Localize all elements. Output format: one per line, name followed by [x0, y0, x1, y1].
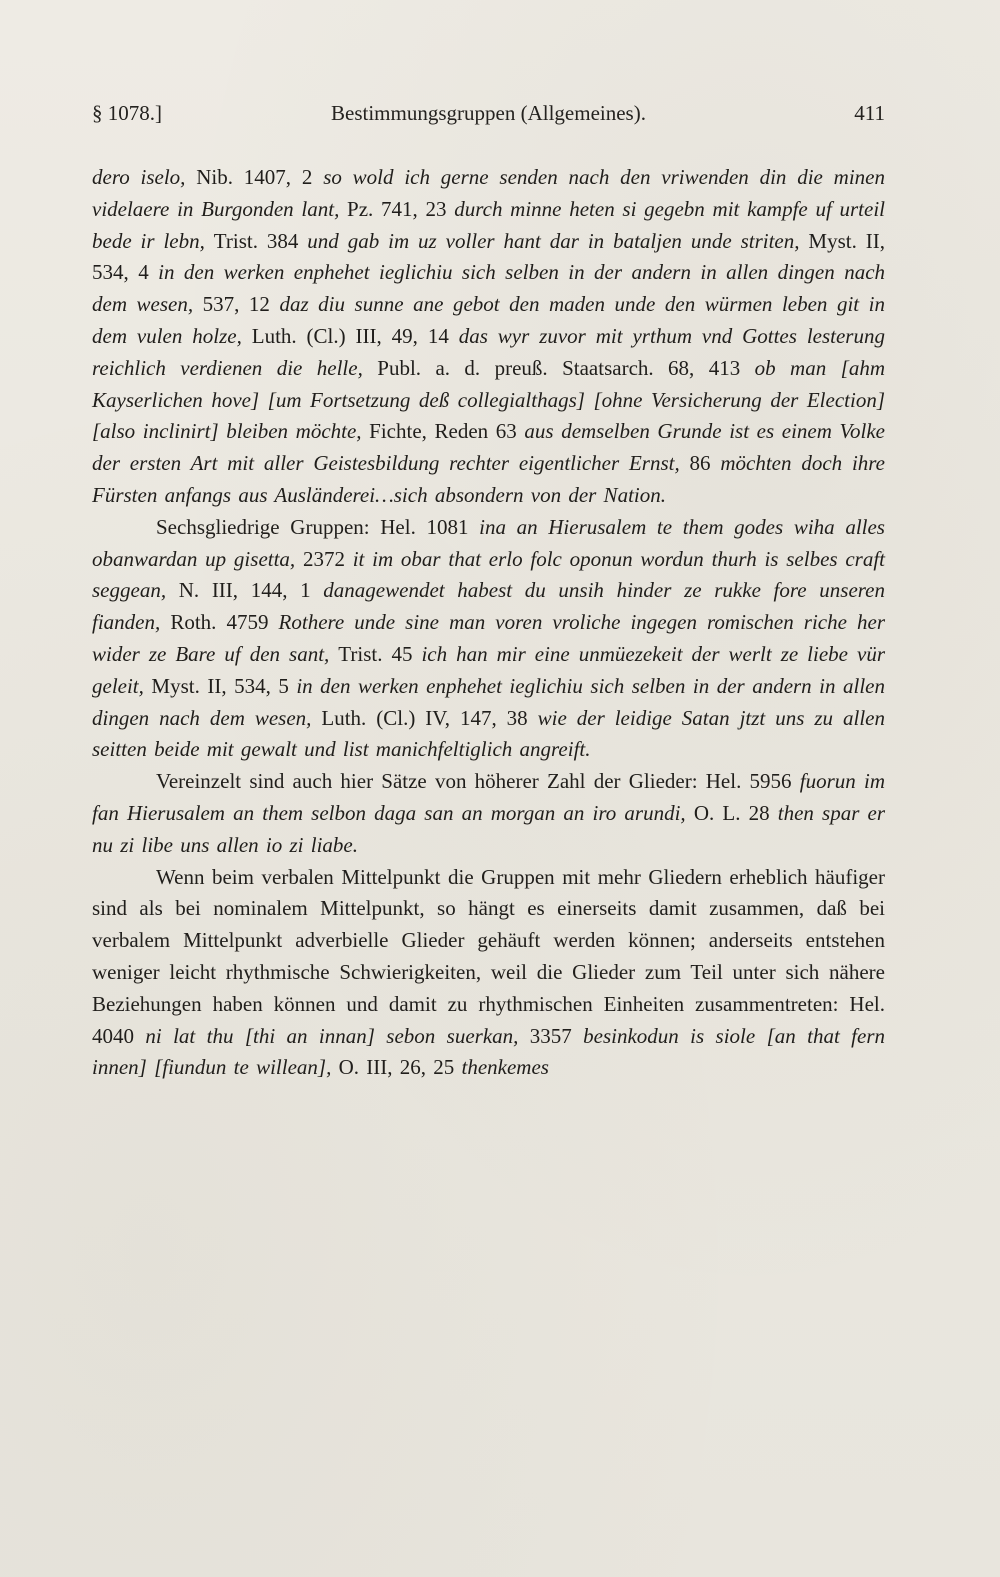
text-segment: besinkodun is siole [an that fern innen] [fiundun te willean],: [92, 1023, 885, 1080]
text-segment: 2372: [302, 546, 353, 571]
header-page-number: 411: [854, 101, 885, 125]
text-segment: Luth. (Cl.) IV, 147, 38: [321, 705, 538, 730]
text-segment: O. L. 28: [693, 800, 778, 825]
text-segment: aus demselben Grunde ist es einem Volke der ersten Art mit aller Geistesbildung rechter eigentlicher Ernst,: [92, 419, 885, 476]
paragraph: [92, 766, 885, 861]
text-segment: Sechsgliedrige Gruppen: Hel. 1081: [156, 514, 480, 539]
header-running-title: Bestimmungsgruppen (Allgemeines).: [331, 101, 646, 125]
text-segment: Trist. 384: [213, 228, 308, 253]
text-segment: Myst. II, 534, 4: [92, 228, 885, 285]
text-segment: Publ. a. d. preuß. Staatsarch. 68, 413: [377, 355, 755, 380]
text-segment: then spar er nu zi libe uns allen io zi liabe.: [92, 800, 885, 857]
text-segment: in den werken enphehet ieglichiu sich selben in der andern in allen dingen nach dem wesen,: [92, 673, 886, 730]
text-segment: 537, 12: [202, 292, 280, 317]
text-segment: daz diu sunne ane gebot den maden unde den würmen leben git in dem vulen holze,: [92, 292, 885, 348]
page-header: [92, 100, 885, 126]
text-segment: Roth. 4759: [170, 610, 279, 635]
text-segment: N. III, 144, 1: [178, 578, 324, 603]
text-segment: Rothere unde sine man voren vroliche ingegen romischen riche her wider ze Bare uf den sant,: [92, 610, 885, 666]
text-segment: das wyr zuvor mit yrthum vnd Gottes lesterung reichlich verdienen die helle,: [92, 323, 885, 380]
text-segment: ob man [ahm Kayserlichen hove] [um Fortsetzung deß collegialthags] [ohne Versicherung der Election] [also inclinirt] bleiben möchte,: [92, 355, 885, 444]
text-segment: O. III, 26, 25: [338, 1055, 462, 1080]
paragraph: [92, 162, 885, 512]
text-segment: Luth. (Cl.) III, 49, 14: [251, 323, 459, 348]
text-segment: möchten doch ihre Fürsten anfangs aus Ausländerei…sich absondern von der Nation.: [92, 451, 886, 507]
text-segment: ich han mir eine unmüezekeit der werlt ze liebe vür geleit,: [92, 641, 885, 698]
text-segment: dero iselo,: [92, 165, 197, 189]
text-segment: Trist. 45: [338, 641, 422, 666]
text-segment: ni lat thu [thi an innan] sebon suerkan,: [145, 1023, 530, 1048]
text-segment: Vereinzelt sind auch hier Sätze von höherer Zahl der Glieder: Hel. 5956: [156, 769, 800, 794]
paragraph: [92, 512, 885, 766]
text-segment: Pz. 741, 23: [347, 196, 455, 221]
text-segment: wie der leidige Satan jtzt uns zu allen seitten beide mit gewalt und list manichfeltiglich angreift.: [92, 705, 885, 762]
text-segment: Myst. II, 534, 5: [151, 673, 297, 698]
text-segment: it im obar that erlo folc oponun wordun thurh is selbes craft seggean,: [92, 546, 885, 603]
text-segment: 86: [689, 451, 721, 476]
text-segment: fuorun im fan Hierusalem an them selbon daga san an morgan an iro arundi,: [92, 769, 885, 825]
text-segment: durch minne heten si gegebn mit kampfe uf urteil bede ir lebn,: [92, 196, 886, 253]
text-segment: Wenn beim verbalen Mittelpunkt die Gruppen mit mehr Gliedern erheblich häufiger sind als bei nominalem Mittelpunkt, so hängt es einerseits damit zusammen, daß bei verbalem Mittelpunkt adverbielle Glieder gehäuft werden können; anderseits entstehen weniger leicht rhythmische Schwierigkeiten, weil die Glieder zum Teil unter sich nähere Beziehungen haben können und damit zu rhythmischen Einheiten zusammentreten: Hel. 4040: [92, 864, 885, 1048]
paragraph: [92, 862, 885, 1085]
text-segment: Fichte, Reden 63: [369, 419, 525, 444]
text-segment: ina an Hierusalem te them godes wiha alles obanwardan up gisetta,: [92, 514, 885, 571]
header-section-number: § 1078.]: [92, 101, 162, 125]
text-segment: Nib. 1407, 2: [196, 165, 324, 189]
text-segment: in den werken enphehet ieglichiu sich selben in der andern in allen dingen nach dem wesen,: [92, 260, 886, 317]
page-body: [92, 162, 885, 1084]
text-segment: und gab im uz voller hant dar in bataljen unde striten,: [307, 228, 809, 253]
text-segment: danagewendet habest du unsih hinder ze rukke fore unseren fianden,: [92, 578, 885, 635]
text-segment: 3357: [529, 1023, 584, 1048]
text-segment: so wold ich gerne senden nach den vriwenden din die minen videlaere in Burgonden lant,: [92, 165, 885, 221]
text-segment: thenkemes: [461, 1055, 549, 1080]
